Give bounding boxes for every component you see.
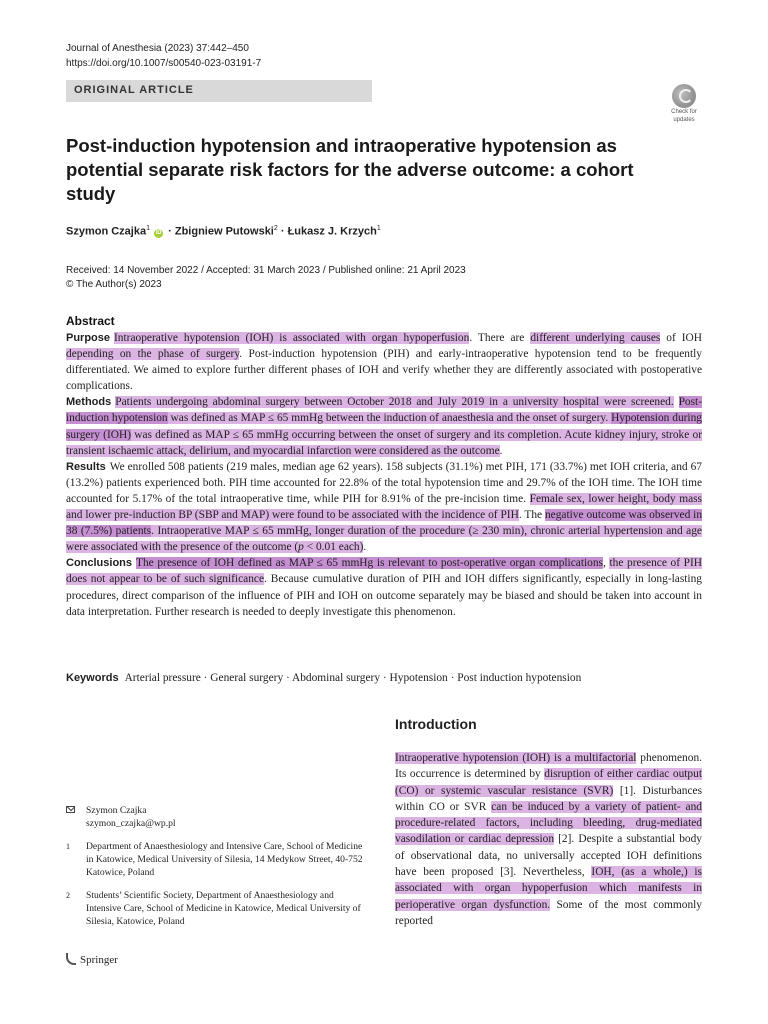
author-separator: · — [280, 225, 285, 238]
introduction-heading: Introduction — [395, 716, 477, 732]
body-text: . The — [518, 509, 545, 522]
check-for-updates-icon — [672, 84, 696, 108]
highlighted-text: Female sex, lower height, body mass and lower pre-induction BP (SBP and MAP) were found to be associated with the incidence of PIH — [66, 492, 702, 522]
abstract-methods — [66, 394, 702, 458]
abstract-conclusions — [66, 555, 702, 619]
author-affiliation-mark: 1 — [146, 225, 150, 232]
body-text: of IOH — [660, 332, 703, 344]
body-text: [1]. Disturbances within CO or SVR — [395, 784, 702, 813]
keywords-label: Keywords — [66, 672, 119, 684]
highlighted-text: . Intraoperative MAP ≤ 65 mmHg, longer duration of the procedure (≥ 230 min), chronic arterial hypertension and age were associated with the presence of the outcome ( — [66, 525, 702, 554]
body-text: . — [499, 444, 503, 457]
author-separator: · — [168, 225, 172, 238]
check-for-updates-badge[interactable] — [664, 84, 704, 124]
journal-citation: Journal of Anesthesia (2023) 37:442–450 — [66, 43, 249, 54]
body-text: Some of the most commonly reported — [395, 898, 702, 927]
journal-citation-block — [66, 41, 261, 71]
conclusions-label: Conclusions — [66, 557, 133, 570]
author-name[interactable]: Zbigniew Putowski — [174, 225, 274, 238]
keywords-text: Arterial pressure · General surgery · Abdominal surgery · Hypotension · Post induction hypotension — [124, 672, 582, 684]
body-text: . Because cumulative duration of PIH and IOH differs significantly, especially in long-lasting procedures, direct comparison of the influence of PIH and IOH on outcome separately may be biased and should be taken into account in data interpretation. Further research is needed to deeply investigate this phenomenon. — [66, 573, 702, 618]
body-text: We enrolled 508 patients (219 males, median age 62 years). 158 subjects (31.1%) met PIH, 171 (33.7%) met IOH criteria, and 67 (13.2%) patients experienced both. PIH time accounted for 22.8% of the total hypotension time and 29.7% of the IOH time. The IOH time accounted for 5.17% of the total intraoperative time, while PIH for 8.91% of the pre-incision time. — [66, 460, 702, 505]
affiliation-footnote — [66, 889, 366, 928]
highlighted-text: The presence of IOH defined as MAP ≤ 65 mmHg is relevant to post-operative organ complications — [136, 557, 603, 570]
results-label: Results — [66, 460, 106, 473]
body-text: [2]. Despite a substantial body of observational data, no universally accepted IOH definitions have been proposed [3]. Nevertheless, — [395, 833, 702, 879]
affiliation-text: Department of Anaesthesiology and Intensive Care, School of Medicine in Katowice, Medical University of Silesia, 14 Medykow Street, 40-752 Katowice, Poland — [86, 841, 363, 878]
author-list — [66, 225, 381, 238]
highlighted-text: Intraoperative hypotension (IOH) is a multifactorial — [395, 752, 637, 764]
body-text: , — [602, 557, 610, 570]
highlighted-text: negative outcome was observed in 38 (7.5%) patients — [66, 509, 703, 538]
affiliation-footnote — [66, 840, 366, 879]
mail-icon — [66, 806, 75, 813]
abstract-purpose — [66, 330, 702, 394]
highlighted-text: IOH, (as a whole,) is associated with organ hypoperfusion which manifests in perioperative organ dysfunction. — [395, 866, 702, 911]
article-type-label: ORIGINAL ARTICLE — [74, 84, 194, 96]
highlighted-text: different underlying causes — [530, 332, 661, 344]
author-name[interactable]: Łukasz J. Krzych — [287, 225, 377, 238]
body-text: phenomenon. Its occurrence is determined by — [395, 752, 702, 781]
methods-label: Methods — [66, 396, 112, 409]
springer-icon — [66, 953, 76, 965]
highlighted-text: Intraoperative hypotension (IOH) is associated with organ hypoperfusion — [114, 332, 470, 344]
highlighted-text: p — [298, 541, 304, 554]
affiliation-number: 2 — [66, 891, 70, 900]
highlighted-text: the presence of PIH does not appear to be of such significance — [66, 557, 702, 586]
highlighted-text: Hypotension during surgery (IOH) — [66, 412, 702, 441]
body-text: . There are — [469, 332, 531, 344]
highlighted-text: depending on the phase of surgery — [66, 348, 240, 361]
contact-footnote — [66, 804, 366, 830]
check-updates-line1: Check for — [671, 109, 697, 115]
publisher-name: Springer — [80, 954, 118, 966]
purpose-label: Purpose — [66, 332, 111, 344]
check-updates-line2: updates — [673, 117, 695, 123]
abstract-results — [66, 459, 702, 556]
highlighted-text: Patients undergoing abdominal surgery between October 2018 and July 2019 in a university hospital were screened. — [115, 396, 674, 409]
highlighted-text: can be induced by a variety of patient- and procedure-related factors, including bleeding, drug-mediated vasodilation or cardiac depression — [395, 800, 702, 846]
abstract-section — [66, 314, 702, 620]
body-text — [674, 396, 679, 408]
contact-name: Szymon Czajka — [86, 805, 147, 816]
article-type-bar — [66, 80, 372, 102]
footnotes — [66, 804, 366, 938]
highlighted-text: Post-induction hypotension — [66, 396, 702, 425]
author-name[interactable]: Szymon Czajka — [66, 225, 147, 238]
publication-dates — [66, 264, 466, 292]
highlighted-text: was defined as MAP ≤ 65 mmHg between the induction of anaesthesia and the onset of surgery. — [167, 412, 612, 425]
keywords-line — [66, 670, 706, 686]
dates-line: Received: 14 November 2022 / Accepted: 31 March 2023 / Published online: 21 April 2023 — [66, 265, 466, 276]
copyright-line: © The Author(s) 2023 — [66, 279, 162, 290]
affiliation-text: Students’ Scientific Society, Department of Anaesthesiology and Intensive Care, School of Medicine in Katowice, Medical University of Silesia, Katowice, Poland — [86, 890, 361, 927]
doi-link[interactable]: https://doi.org/10.1007/s00540-023-03191-7 — [66, 58, 262, 69]
highlighted-text: < 0.01 each) — [303, 541, 364, 554]
body-text: . Post-induction hypotension (PIH) and early-intraoperative hypotension tend to be frequently differentiated. We aimed to explore further different phases of IOH and verify whether they are differently associated with postoperative complications. — [66, 348, 702, 393]
abstract-heading: Abstract — [66, 314, 115, 328]
highlighted-text: disruption of either cardiac output (CO) or systemic vascular resistance (SVR) — [395, 768, 702, 797]
paper-title: Post-induction hypotension and intraoperative hypotension as potential separate risk factors for the adverse outcome: a cohort study — [66, 135, 634, 204]
highlighted-text: was defined as MAP ≤ 65 mmHg occurring between the onset of surgery and its completion. Acute kidney injury, stroke or transient ischaemic attack, delirium, and myocardial infarction were considered as the outcome — [66, 428, 703, 457]
contact-email[interactable]: szymon_czajka@wp.pl — [86, 818, 176, 829]
introduction-paragraph — [395, 750, 702, 929]
publisher-footer — [66, 953, 118, 966]
author-affiliation-mark: 2 — [273, 225, 278, 232]
affiliation-number: 1 — [66, 842, 70, 851]
author-affiliation-mark: 1 — [376, 225, 381, 232]
body-text: . — [363, 541, 367, 554]
orcid-icon[interactable]: iD — [155, 229, 162, 236]
